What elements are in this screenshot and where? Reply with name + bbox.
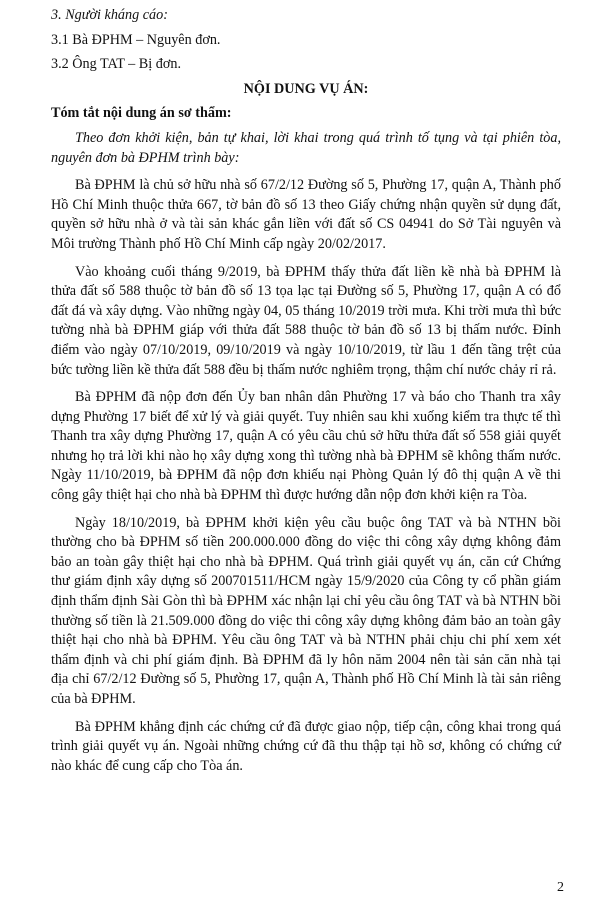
section-title: NỘI DUNG VỤ ÁN: (243, 80, 369, 97)
body-paragraph-3: Bà ĐPHM đã nộp đơn đến Ủy ban nhân dân Phường 17 và báo cho Thanh tra xây dựng Phường 17 biết để xử lý và giải quyết. Tuy nhiên sau khi xuống kiểm tra thực tế thì Thanh tra xây dựng Phường 17, quận A có yêu cầu chủ sở hữu thửa đất số 558 giải quyết nhưng họ trả lời khi nào họ xây dựng xong thì tường nhà bà ĐPHM sẽ không thấm nước. Ngày 11/10/2019, bà ĐPHM đã nộp đơn khiếu nại Phòng Quản lý đô thị quận A về thi công gây thiệt hại cho nhà bà ĐPHM thì được hướng dẫn nộp đơn khởi kiện ra Tòa. (51, 389, 561, 504)
body-paragraph-5: Bà ĐPHM khẳng định các chứng cứ đã được giao nộp, tiếp cận, công khai trong quá trình giải quyết vụ án. Ngoài những chứng cứ đã thu thập tại hồ sơ, không có chứng cứ nào khác để cung cấp cho Tòa án. (51, 718, 561, 774)
body-paragraph-4: Ngày 18/10/2019, bà ĐPHM khởi kiện yêu cầu buộc ông TAT và bà NTHN bồi thường cho bà ĐPHM số tiền 200.000.000 đồng do việc thi công xây dựng không đảm bảo an toàn gây thiệt hại cho nhà bà ĐPHM. Quá trình giải quyết vụ án, căn cứ Chứng thư giám định xây dựng số 200701511/HCM ngày 15/9/2020 của Công ty cổ phần giám định thẩm định Sài Gòn thì bà ĐPHM xác nhận lại chỉ yêu cầu ông TAT và bà NTHN bồi thường số tiền là 21.509.000 đồng do việc thi công xây dựng không đảm bảo an toàn gây thiệt hại cho nhà bà ĐPHM. Yêu cầu ông TAT và bà NTHN phải chịu chi phí xem xét thẩm định và chi phí giám định. Bà ĐPHM đã ly hôn năm 2004 nên tài sản căn nhà tại địa chỉ 67/2/12 Đường số 5, Phường 17, quận A, Thành phố Hồ Chí Minh là tài sản riêng của bà ĐPHM. (51, 514, 561, 707)
intro-paragraph: Theo đơn khởi kiện, bản tự khai, lời khai trong quá trình tố tụng và tại phiên tòa, nguyên đơn bà ĐPHM trình bày: (51, 129, 561, 166)
body-paragraph-2: Vào khoảng cuối tháng 9/2019, bà ĐPHM thấy thửa đất liền kề nhà bà ĐPHM là thửa đất số 588 thuộc tờ bản đồ số 13 tọa lạc tại Đường số 5, Phường 17, quận A có đổ đất đá và xây dựng. Vào những ngày 04, 05 tháng 10/2019 trời mưa. Khi trời mưa thì bức tường nhà bà ĐPHM giáp với thửa đất 588 thuộc tờ bản đồ số 13 bị thấm nước. Đỉnh điểm vào ngày 07/10/2019, 09/10/2019 và ngày 10/10/2019, từ lầu 1 đến tầng trệt của bức tường liền kề thửa đất 588 đều bị thấm nước nghiêm trọng, thậm chí nước chảy rỉ rả. (51, 263, 561, 378)
summary-title: Tóm tắt nội dung án sơ thẩm: (51, 105, 232, 122)
appellant-item-1: 3.1 Bà ĐPHM – Nguyên đơn. (51, 31, 221, 48)
appellant-item-2: 3.2 Ông TAT – Bị đơn. (51, 56, 181, 73)
page-number: 2 (557, 880, 564, 895)
appellant-heading: 3. Người kháng cáo: (51, 7, 168, 23)
document-page (51, 6, 561, 784)
body-paragraph-1: Bà ĐPHM là chủ sở hữu nhà số 67/2/12 Đường số 5, Phường 17, quận A, Thành phố Hồ Chí Minh thuộc thửa 667, tờ bản đồ số 13 theo Giấy chứng nhận quyền sử dụng đất, quyền sở hữu nhà ở và tài sản khác gắn liền với đất số CS 04941 do Sở Tài nguyên và Môi trường Thành phố Hồ Chí Minh cấp ngày 20/02/2017. (51, 177, 561, 252)
